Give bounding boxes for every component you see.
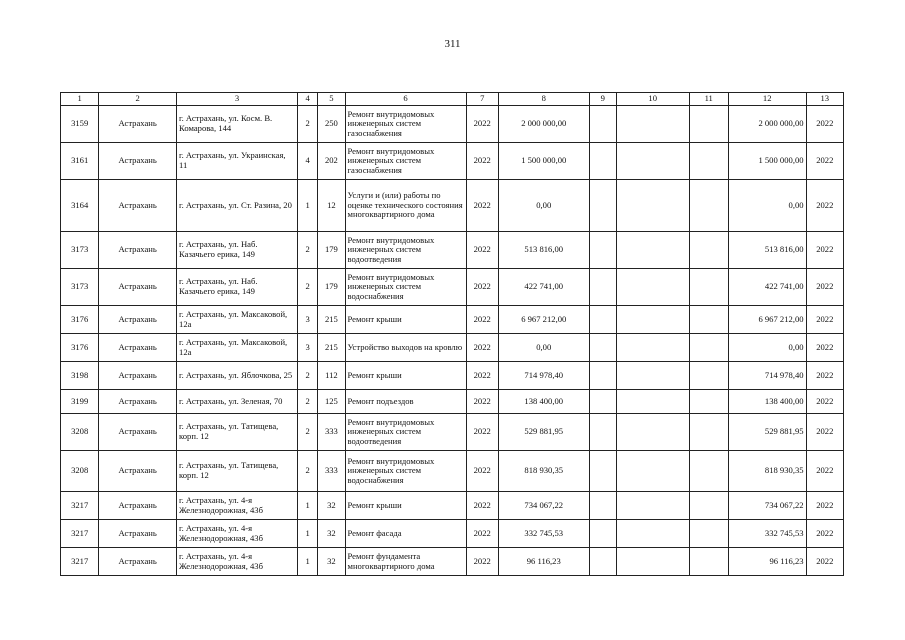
col10-cell — [616, 548, 689, 576]
city-cell: Астрахань — [99, 106, 177, 143]
col11-cell — [689, 269, 728, 306]
column-header: 2 — [99, 93, 177, 106]
col4-cell: 1 — [298, 520, 318, 548]
col13-cell: 2022 — [806, 306, 843, 334]
col13-cell: 2022 — [806, 232, 843, 269]
year-cell: 2022 — [466, 414, 498, 451]
record-id: 3217 — [61, 520, 99, 548]
col9-cell — [589, 451, 616, 492]
col5-cell: 179 — [318, 269, 345, 306]
col12-cell: 714 978,40 — [728, 362, 806, 390]
total-cost-cell: 6 967 212,00 — [498, 306, 589, 334]
col4-cell: 2 — [298, 269, 318, 306]
col13-cell: 2022 — [806, 269, 843, 306]
city-cell: Астрахань — [99, 520, 177, 548]
col4-cell: 1 — [298, 548, 318, 576]
record-id: 3176 — [61, 334, 99, 362]
col12-cell: 734 067,22 — [728, 492, 806, 520]
register-table — [60, 92, 844, 576]
col11-cell — [689, 334, 728, 362]
col5-cell: 32 — [318, 548, 345, 576]
record-id: 3208 — [61, 414, 99, 451]
total-cost-cell: 138 400,00 — [498, 390, 589, 414]
col9-cell — [589, 414, 616, 451]
table-row — [61, 390, 844, 414]
col12-cell: 513 816,00 — [728, 232, 806, 269]
year-cell: 2022 — [466, 106, 498, 143]
total-cost-cell: 529 881,95 — [498, 414, 589, 451]
col10-cell — [616, 390, 689, 414]
work-type-cell: Ремонт крыши — [345, 362, 466, 390]
col13-cell: 2022 — [806, 414, 843, 451]
col10-cell — [616, 362, 689, 390]
table-row — [61, 334, 844, 362]
city-cell: Астрахань — [99, 362, 177, 390]
col10-cell — [616, 334, 689, 362]
work-type-cell: Ремонт фасада — [345, 520, 466, 548]
col5-cell: 202 — [318, 143, 345, 180]
work-type-cell: Услуги и (или) работы по оценке технического состояния многоквартирного дома — [345, 180, 466, 232]
col12-cell: 422 741,00 — [728, 269, 806, 306]
col11-cell — [689, 143, 728, 180]
col13-cell: 2022 — [806, 492, 843, 520]
col4-cell: 2 — [298, 451, 318, 492]
year-cell: 2022 — [466, 390, 498, 414]
col11-cell — [689, 520, 728, 548]
year-cell: 2022 — [466, 232, 498, 269]
col4-cell: 3 — [298, 306, 318, 334]
city-cell: Астрахань — [99, 269, 177, 306]
col12-cell: 529 881,95 — [728, 414, 806, 451]
col13-cell: 2022 — [806, 143, 843, 180]
col12-cell: 138 400,00 — [728, 390, 806, 414]
column-header: 1 — [61, 93, 99, 106]
col5-cell: 333 — [318, 451, 345, 492]
col11-cell — [689, 180, 728, 232]
col10-cell — [616, 306, 689, 334]
col9-cell — [589, 548, 616, 576]
column-header: 5 — [318, 93, 345, 106]
record-id: 3199 — [61, 390, 99, 414]
total-cost-cell: 1 500 000,00 — [498, 143, 589, 180]
col5-cell: 32 — [318, 520, 345, 548]
column-header: 10 — [616, 93, 689, 106]
record-id: 3217 — [61, 548, 99, 576]
col10-cell — [616, 106, 689, 143]
col11-cell — [689, 106, 728, 143]
col13-cell: 2022 — [806, 520, 843, 548]
record-id: 3198 — [61, 362, 99, 390]
col11-cell — [689, 390, 728, 414]
table-row — [61, 520, 844, 548]
column-header: 3 — [177, 93, 298, 106]
work-type-cell: Устройство выходов на кровлю — [345, 334, 466, 362]
column-header: 4 — [298, 93, 318, 106]
col10-cell — [616, 492, 689, 520]
col4-cell: 1 — [298, 180, 318, 232]
total-cost-cell: 818 930,35 — [498, 451, 589, 492]
column-header: 8 — [498, 93, 589, 106]
table-row — [61, 180, 844, 232]
col9-cell — [589, 334, 616, 362]
col4-cell: 1 — [298, 492, 318, 520]
col11-cell — [689, 414, 728, 451]
year-cell: 2022 — [466, 362, 498, 390]
col5-cell: 179 — [318, 232, 345, 269]
city-cell: Астрахань — [99, 306, 177, 334]
col10-cell — [616, 520, 689, 548]
col10-cell — [616, 269, 689, 306]
city-cell: Астрахань — [99, 143, 177, 180]
address-cell: г. Астрахань, ул. 4-я Железнодорожная, 43б — [177, 520, 298, 548]
col9-cell — [589, 269, 616, 306]
total-cost-cell: 332 745,53 — [498, 520, 589, 548]
city-cell: Астрахань — [99, 232, 177, 269]
table-row — [61, 362, 844, 390]
city-cell: Астрахань — [99, 548, 177, 576]
total-cost-cell: 734 067,22 — [498, 492, 589, 520]
work-type-cell: Ремонт крыши — [345, 492, 466, 520]
record-id: 3164 — [61, 180, 99, 232]
col9-cell — [589, 232, 616, 269]
column-header: 11 — [689, 93, 728, 106]
work-type-cell: Ремонт крыши — [345, 306, 466, 334]
col12-cell: 1 500 000,00 — [728, 143, 806, 180]
col4-cell: 2 — [298, 362, 318, 390]
col11-cell — [689, 492, 728, 520]
col9-cell — [589, 106, 616, 143]
address-cell: г. Астрахань, ул. Косм. В. Комарова, 144 — [177, 106, 298, 143]
col13-cell: 2022 — [806, 106, 843, 143]
address-cell: г. Астрахань, ул. 4-я Железнодорожная, 43б — [177, 492, 298, 520]
col10-cell — [616, 232, 689, 269]
col10-cell — [616, 143, 689, 180]
table-row — [61, 143, 844, 180]
col4-cell: 3 — [298, 334, 318, 362]
address-cell: г. Астрахань, ул. Наб. Казачьего ерика, 149 — [177, 269, 298, 306]
col10-cell — [616, 414, 689, 451]
table-row — [61, 414, 844, 451]
year-cell: 2022 — [466, 492, 498, 520]
year-cell: 2022 — [466, 520, 498, 548]
year-cell: 2022 — [466, 269, 498, 306]
city-cell: Астрахань — [99, 180, 177, 232]
col13-cell: 2022 — [806, 390, 843, 414]
col13-cell: 2022 — [806, 334, 843, 362]
record-id: 3173 — [61, 232, 99, 269]
col4-cell: 4 — [298, 143, 318, 180]
col11-cell — [689, 306, 728, 334]
col5-cell: 125 — [318, 390, 345, 414]
col5-cell: 112 — [318, 362, 345, 390]
address-cell: г. Астрахань, ул. Наб. Казачьего ерика, 149 — [177, 232, 298, 269]
column-header: 6 — [345, 93, 466, 106]
col9-cell — [589, 143, 616, 180]
column-header: 7 — [466, 93, 498, 106]
city-cell: Астрахань — [99, 451, 177, 492]
table-row — [61, 492, 844, 520]
work-type-cell: Ремонт фундамента многоквартирного дома — [345, 548, 466, 576]
address-cell: г. Астрахань, ул. Яблочкова, 25 — [177, 362, 298, 390]
col12-cell: 96 116,23 — [728, 548, 806, 576]
col10-cell — [616, 451, 689, 492]
col5-cell: 215 — [318, 334, 345, 362]
year-cell: 2022 — [466, 451, 498, 492]
year-cell: 2022 — [466, 306, 498, 334]
col12-cell: 0,00 — [728, 180, 806, 232]
city-cell: Астрахань — [99, 390, 177, 414]
record-id: 3159 — [61, 106, 99, 143]
col12-cell: 6 967 212,00 — [728, 306, 806, 334]
col5-cell: 32 — [318, 492, 345, 520]
col12-cell: 2 000 000,00 — [728, 106, 806, 143]
record-id: 3173 — [61, 269, 99, 306]
total-cost-cell: 422 741,00 — [498, 269, 589, 306]
year-cell: 2022 — [466, 548, 498, 576]
col9-cell — [589, 180, 616, 232]
column-header: 12 — [728, 93, 806, 106]
total-cost-cell: 96 116,23 — [498, 548, 589, 576]
year-cell: 2022 — [466, 334, 498, 362]
table-row — [61, 232, 844, 269]
col9-cell — [589, 306, 616, 334]
col4-cell: 2 — [298, 232, 318, 269]
work-type-cell: Ремонт внутридомовых инженерных систем водоотведения — [345, 232, 466, 269]
work-type-cell: Ремонт подъездов — [345, 390, 466, 414]
col12-cell: 332 745,53 — [728, 520, 806, 548]
city-cell: Астрахань — [99, 492, 177, 520]
total-cost-cell: 513 816,00 — [498, 232, 589, 269]
col11-cell — [689, 362, 728, 390]
city-cell: Астрахань — [99, 334, 177, 362]
col4-cell: 2 — [298, 390, 318, 414]
col9-cell — [589, 390, 616, 414]
col13-cell: 2022 — [806, 451, 843, 492]
col5-cell: 12 — [318, 180, 345, 232]
col11-cell — [689, 548, 728, 576]
col5-cell: 333 — [318, 414, 345, 451]
col5-cell: 215 — [318, 306, 345, 334]
year-cell: 2022 — [466, 143, 498, 180]
col9-cell — [589, 492, 616, 520]
work-type-cell: Ремонт внутридомовых инженерных систем газоснабжения — [345, 143, 466, 180]
col9-cell — [589, 362, 616, 390]
record-id: 3217 — [61, 492, 99, 520]
address-cell: г. Астрахань, ул. Ст. Разина, 20 — [177, 180, 298, 232]
year-cell: 2022 — [466, 180, 498, 232]
city-cell: Астрахань — [99, 414, 177, 451]
total-cost-cell: 2 000 000,00 — [498, 106, 589, 143]
address-cell: г. Астрахань, ул. Украинская, 11 — [177, 143, 298, 180]
col9-cell — [589, 520, 616, 548]
col11-cell — [689, 451, 728, 492]
page-number: 311 — [444, 38, 461, 50]
table-row — [61, 106, 844, 143]
work-type-cell: Ремонт внутридомовых инженерных систем газоснабжения — [345, 106, 466, 143]
total-cost-cell: 714 978,40 — [498, 362, 589, 390]
record-id: 3176 — [61, 306, 99, 334]
col12-cell: 818 930,35 — [728, 451, 806, 492]
header-row — [61, 93, 844, 106]
col4-cell: 2 — [298, 106, 318, 143]
total-cost-cell: 0,00 — [498, 334, 589, 362]
address-cell: г. Астрахань, ул. Максаковой, 12а — [177, 334, 298, 362]
column-header: 9 — [589, 93, 616, 106]
col13-cell: 2022 — [806, 548, 843, 576]
record-id: 3161 — [61, 143, 99, 180]
address-cell: г. Астрахань, ул. Максаковой, 12а — [177, 306, 298, 334]
work-type-cell: Ремонт внутридомовых инженерных систем водоснабжения — [345, 269, 466, 306]
col12-cell: 0,00 — [728, 334, 806, 362]
column-header: 13 — [806, 93, 843, 106]
col11-cell — [689, 232, 728, 269]
col13-cell: 2022 — [806, 362, 843, 390]
total-cost-cell: 0,00 — [498, 180, 589, 232]
col4-cell: 2 — [298, 414, 318, 451]
address-cell: г. Астрахань, ул. Зеленая, 70 — [177, 390, 298, 414]
col10-cell — [616, 180, 689, 232]
table-row — [61, 451, 844, 492]
address-cell: г. Астрахань, ул. Татищева, корп. 12 — [177, 414, 298, 451]
address-cell: г. Астрахань, ул. Татищева, корп. 12 — [177, 451, 298, 492]
table-row — [61, 548, 844, 576]
table-row — [61, 269, 844, 306]
work-type-cell: Ремонт внутридомовых инженерных систем водоотведения — [345, 414, 466, 451]
record-id: 3208 — [61, 451, 99, 492]
col5-cell: 250 — [318, 106, 345, 143]
table-row — [61, 306, 844, 334]
work-type-cell: Ремонт внутридомовых инженерных систем водоснабжения — [345, 451, 466, 492]
address-cell: г. Астрахань, ул. 4-я Железнодорожная, 43б — [177, 548, 298, 576]
col13-cell: 2022 — [806, 180, 843, 232]
